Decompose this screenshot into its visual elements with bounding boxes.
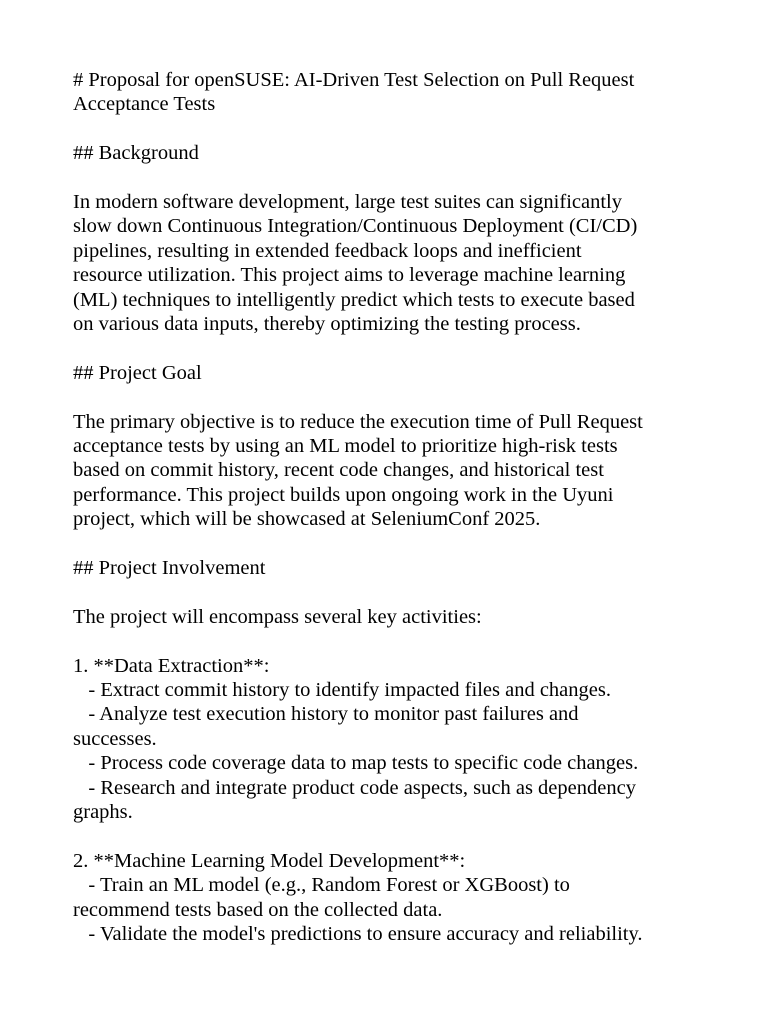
heading-project-involvement: ## Project Involvement: [73, 557, 266, 580]
document-title-continued: Acceptance Tests: [73, 93, 216, 116]
paragraph-line: The project will encompass several key activities:: [73, 605, 482, 628]
paragraph-line: based on commit history, recent code changes, and historical test: [73, 459, 604, 482]
blank-line: [73, 166, 706, 190]
heading-background: ## Background: [73, 142, 199, 165]
blank-line: [73, 532, 706, 556]
list-subitem-line: - Extract commit history to identify impacted files and changes.: [73, 679, 611, 702]
list-subitem-line: recommend tests based on the collected data.: [73, 898, 443, 921]
list-item-heading: 1. **Data Extraction**:: [73, 654, 270, 677]
blank-line: [73, 580, 706, 604]
document-title: # Proposal for openSUSE: AI-Driven Test Selection on Pull Request: [73, 69, 635, 91]
paragraph-line: pipelines, resulting in extended feedback loops and inefficient: [73, 239, 582, 262]
heading-project-goal: ## Project Goal: [73, 361, 202, 384]
list-subitem-line: - Train an ML model (e.g., Random Forest or XGBoost) to: [73, 874, 570, 897]
paragraph-line: The primary objective is to reduce the execution time of Pull Request: [73, 410, 643, 433]
blank-line: [73, 336, 706, 360]
paragraph-line: project, which will be showcased at SeleniumConf 2025.: [73, 508, 541, 531]
paragraph-line: on various data inputs, thereby optimizing the testing process.: [73, 313, 581, 336]
list-subitem-line: - Analyze test execution history to monitor past failures and: [73, 703, 579, 726]
blank-line: [73, 629, 706, 653]
list-subitem-line: graphs.: [73, 801, 133, 824]
blank-line: [73, 824, 706, 848]
list-subitem-line: - Validate the model's predictions to ensure accuracy and reliability.: [73, 923, 643, 946]
list-subitem-line: successes.: [73, 727, 157, 750]
paragraph-line: acceptance tests by using an ML model to prioritize high-risk tests: [73, 435, 618, 458]
blank-line: [73, 385, 706, 409]
list-subitem-line: - Process code coverage data to map tests to specific code changes.: [73, 752, 639, 775]
paragraph-line: slow down Continuous Integration/Continuous Deployment (CI/CD): [73, 215, 638, 238]
blank-line: [73, 117, 706, 141]
paragraph-line: In modern software development, large test suites can significantly: [73, 191, 622, 213]
paragraph-line: performance. This project builds upon ongoing work in the Uyuni: [73, 483, 614, 506]
paragraph-line: resource utilization. This project aims to leverage machine learning: [73, 264, 626, 287]
list-subitem-line: - Research and integrate product code aspects, such as dependency: [73, 776, 636, 799]
list-item-heading: 2. **Machine Learning Model Development**:: [73, 849, 466, 872]
paragraph-line: (ML) techniques to intelligently predict which tests to execute based: [73, 288, 635, 311]
